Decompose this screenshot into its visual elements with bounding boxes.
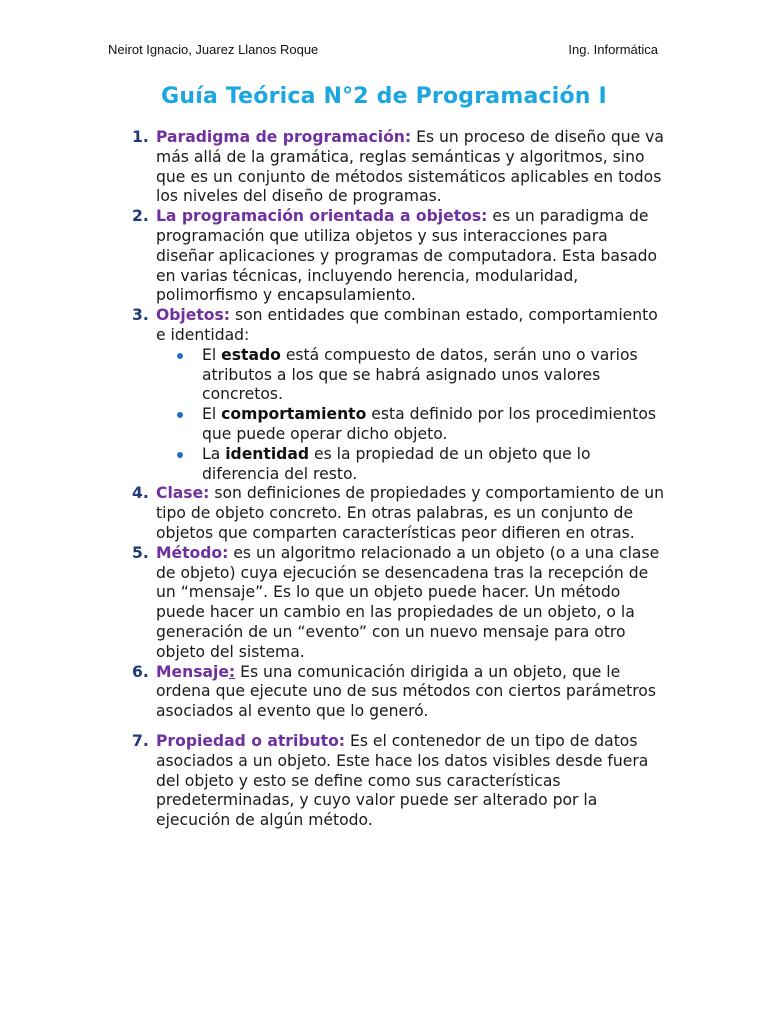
bullet-keyword: estado [221,345,281,364]
item-text: es un algoritmo relacionado a un objeto (o a una clase de objeto) cuya ejecución se desencadena tras la recepción de un “mensaje”. Es lo que un objeto puede hacer. Un método puede hacer un cambio en las propiedades de un objeto, o la generación de un “evento” con un nuevo mensaje para otro objeto del sistema. [156,543,660,661]
bullet-item-estado [202,346,665,405]
bullet-text-pre: El [202,345,222,364]
item-text: son entidades que combinan estado, comportamiento e identidad: [156,306,658,344]
item-number: 2. [132,207,149,226]
item-text: son definiciones de propiedades y comportamiento de un tipo de objeto concreto. En otras palabras, es un conjunto de objetos que comparten características peor difieren en otras. [156,484,665,542]
bullet-icon [177,452,183,458]
bullet-icon [177,353,183,359]
item-number: 5. [132,543,149,562]
bullet-keyword: comportamiento [221,405,367,424]
item-text: Es el contenedor de un tipo de datos asociados a un objeto. Este hace los datos visibles desde fuera del objeto y esto se define como sus características predeterminadas, y cuyo valor puede ser alterado por la ejecución de algún método. [156,731,649,830]
item-term: Objetos: [156,306,231,325]
definition-item-7 [120,732,665,831]
header-authors: Neirot Ignacio, Juarez Llanos Roque [108,42,319,57]
bullet-text: es la propiedad de un objeto que lo diferencia del resto. [202,444,591,483]
item-text: es un paradigma de programación que utiliza objetos y sus interacciones para diseñar aplicaciones y programas de computadora. Esta basado en varias técnicas, incluyendo herencia, modularidad, polimorfismo y encapsulamiento. [156,207,658,305]
item-term: Paradigma de programación: [156,128,412,146]
item-term: Mensaje [156,662,229,681]
definitions-list [120,128,665,831]
bullet-text: está compuesto de datos, serán uno o varios atributos a los que se habrá asignado unos valores concretos. [202,345,638,404]
item-number: 3. [132,306,149,325]
page-header [108,42,658,57]
item-term: Clase: [156,484,210,503]
item-text: Es un proceso de diseño que va más allá de la gramática, reglas semánticas y algoritmos, sino que es un conjunto de métodos sistemáticos aplicables en todos los niveles del diseño de programas. [156,128,664,206]
item-term: Propiedad o atributo: [156,731,346,750]
item-number: 7. [132,731,149,750]
bullet-item-identidad [202,445,665,485]
document-title: Guía Teórica N°2 de Programación I [161,84,607,109]
definition-item-1 [120,128,665,207]
definition-item-3 [120,306,665,484]
definition-item-5 [120,544,665,663]
bullet-item-comportamiento [202,405,665,445]
object-properties-list [156,346,665,485]
item-text: Es una comunicación dirigida a un objeto, que le ordena que ejecute uno de sus métodos con ciertos parámetros asociados al evento que lo generó. [156,662,656,721]
definition-item-4 [120,484,665,543]
bullet-text: esta definido por los procedimientos que puede operar dicho objeto. [202,405,657,443]
item-number: 1. [132,128,149,146]
item-term-colon: : [228,662,236,681]
item-number: 6. [132,662,149,681]
header-career: Ing. Informática [568,42,658,57]
definition-item-2 [120,207,665,306]
item-term: Método: [156,543,229,562]
definition-item-6 [120,663,665,722]
bullet-text-pre: El [202,405,222,424]
bullet-keyword: identidad [225,444,310,463]
bullet-text-pre: La [202,444,226,463]
item-number: 4. [132,484,149,503]
item-term: La programación orientada a objetos: [156,207,488,226]
bullet-icon [177,412,183,418]
